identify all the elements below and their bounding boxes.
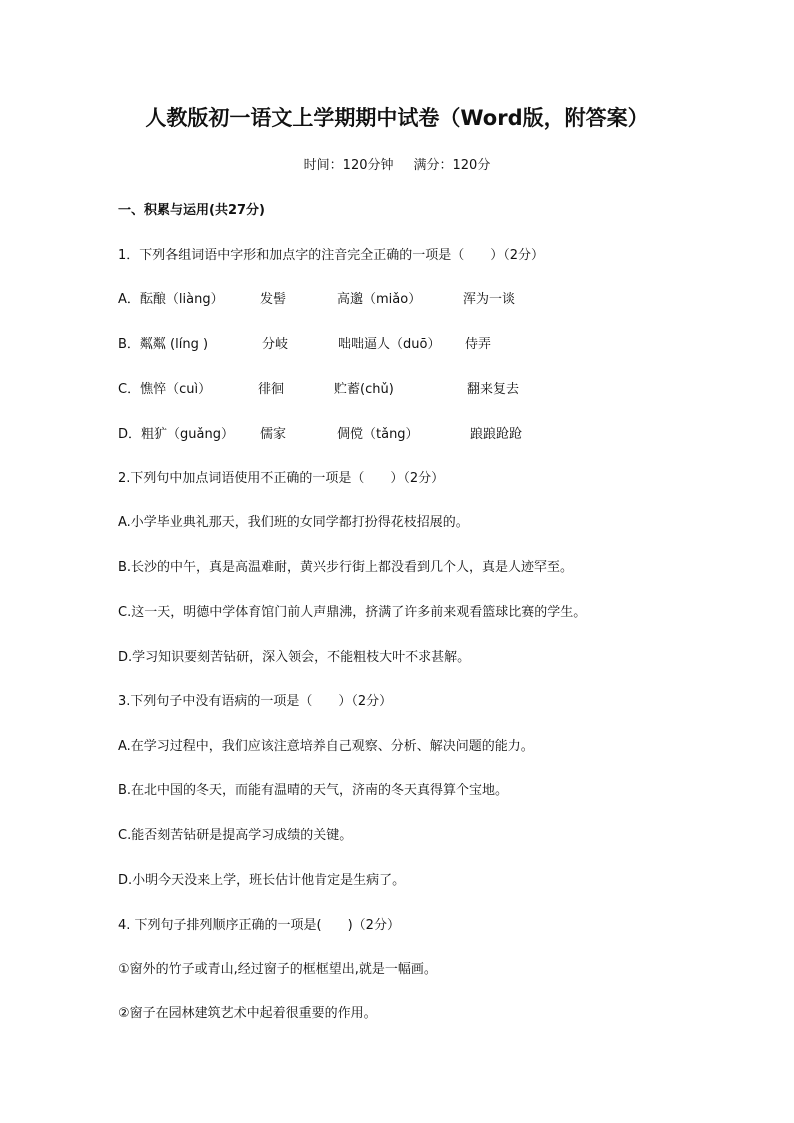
q1-option-c <box>118 381 678 399</box>
q1-b-word-4: 侍弄 <box>465 337 492 352</box>
q1-a-word-1: A．酝酿（liàng） <box>118 292 224 307</box>
exam-time: 时间：120分钟 <box>303 158 394 173</box>
q3-option-b: B.在北中国的冬天，而能有温晴的天气，济南的冬天真得算个宝地。 <box>118 783 509 798</box>
q4-sentence-2: ②窗子在园林建筑艺术中起着很重要的作用。 <box>118 1006 377 1021</box>
q1-option-d <box>118 426 678 444</box>
q3-stem: 3.下列句子中没有语病的一项是（ ）（2分） <box>118 694 393 709</box>
document-title: 人教版初一语文上学期期中试卷（Word版，附答案） <box>145 106 649 130</box>
q3-option-c: C.能否刻苦钻研是提高学习成绩的关键。 <box>118 828 353 843</box>
q3-option-a: A.在学习过程中，我们应该注意培养自己观察、分析、解决问题的能力。 <box>118 739 534 754</box>
q1-c-word-3: 贮蓄(chǔ) <box>334 382 394 397</box>
q4-sentence-1: ①窗外的竹子或青山,经过窗子的框框望出,就是一幅画。 <box>118 962 437 977</box>
section-heading: 一、积累与运用(共27分) <box>118 203 265 218</box>
q1-d-word-2: 儒家 <box>260 427 287 442</box>
exam-meta <box>0 157 794 175</box>
q1-a-word-4: 浑为一谈 <box>463 292 516 307</box>
q4-stem: 4. 下列句子排列顺序正确的一项是( )（2分） <box>118 918 400 933</box>
q1-a-word-2: 发髻 <box>260 292 287 307</box>
q1-c-word-4: 翻来复去 <box>467 382 520 397</box>
q1-option-b <box>118 336 678 354</box>
q2-option-d: D.学习知识要刻苦钻研，深入领会，不能粗枝大叶不求甚解。 <box>118 650 471 665</box>
q3-option-d: D.小明今天没来上学，班长估计他肯定是生病了。 <box>118 873 406 888</box>
q1-b-word-1: B．粼粼 (líng ) <box>118 337 209 352</box>
q1-stem: 1．下列各组词语中字形和加点字的注音完全正确的一项是（ ）（2分） <box>118 248 545 263</box>
q1-d-word-3: 倜傥（tǎng） <box>337 427 419 442</box>
q1-a-word-3: 高邈（miǎo） <box>337 292 422 307</box>
q1-d-word-1: D．粗犷（guǎng） <box>118 427 234 442</box>
q1-b-word-2: 分岐 <box>262 337 289 352</box>
q1-c-word-2: 徘徊 <box>258 382 285 397</box>
q2-option-a: A.小学毕业典礼那天，我们班的女同学都打扮得花枝招展的。 <box>118 515 469 530</box>
q2-stem: 2.下列句中加点词语使用不正确的一项是（ ）（2分） <box>118 471 445 486</box>
q1-d-word-4: 踉踉跄跄 <box>470 427 523 442</box>
q1-b-word-3: 咄咄逼人（duō） <box>338 337 441 352</box>
q1-option-a <box>118 291 678 309</box>
q2-option-c: C.这一天，明德中学体育馆门前人声鼎沸，挤满了许多前来观看篮球比赛的学生。 <box>118 605 587 620</box>
q1-c-word-1: C．憔悴（cuì） <box>118 382 212 397</box>
exam-score: 满分：120分 <box>413 158 491 173</box>
q2-option-b: B.长沙的中午，真是高温难耐，黄兴步行街上都没看到几个人，真是人迹罕至。 <box>118 560 574 575</box>
